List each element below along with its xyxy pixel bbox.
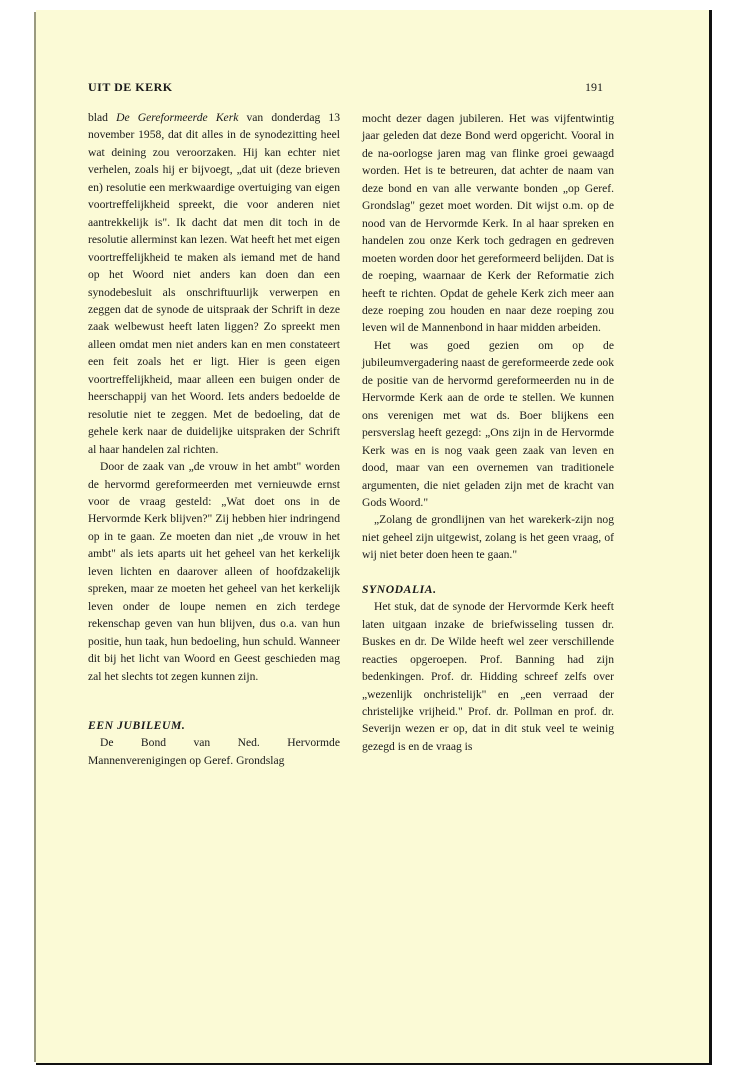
paragraph: Het was goed gezien om op de jubileumvergadering naast de gereformeerde zede ook de positie van de hervormd gereformeerden nu in de Hervormde Kerk aan de orde te stellen. We kunnen ons verenigen met wat ds. Boer blijkens een persverslag heeft gezegd: „Ons zijn in de Hervormde Kerk was en is nog vaak geen zaak van leven en dood, maar van een overnemen van traditionele argumenten, die niet geladen zijn met de kracht van Gods Woord." xyxy=(362,338,614,509)
left-column xyxy=(88,109,340,769)
paragraph: Door de zaak van „de vrouw in het ambt" worden de hervormd gereformeerden met vernieuwde ernst voor de vraag gesteld: „Wat doet ons in de Hervormde Kerk blijven?" Zij hebben hier indringend op in te gaan. Ze moeten dan niet „de vrouw in het ambt" als iets aparts uit het geheel van het kerkelijk leven lichten en daarover alleen of hoofdzakelijk spreken, maar ze moeten het geheel van het kerkelijk leven onder de loupe nemen en zich terdege rekenschap geven van hun blijven, dus o.a. van hun positie, hun taak, hun bedoeling, hun schuld. Wanneer dit bij het licht van Woord en Geest geschieden mag zal het slechts tot zegen kunnen zijn. xyxy=(88,460,340,683)
paragraph-text: van donderdag 13 november 1958, dat dit alles in de synodezitting heel wat deining zou veroorzaken. Hij kan echter niet verhelen, zoals hij er bijvoegt, „dat uit (deze brieven en) resolutie een merkwaardige overtuiging van eigen voortreffelijkheid spreekt, die voor anderen niet aantrekkelijk is". Ik dacht dat men dit toch in de resolutie allerminst kan lezen. Wat heeft het met eigen voortreffelijkheid te maken als iemand met de hand op het Woord niet anders kan doen dan een synodebesluit als onschriftuurlijk verwerpen en zeggen dat de synode de uitspraak der Schrift in deze zaak welbewust heeft laten liggen? Zo spreekt men alleen omdat men niet anders kan en men constateert een feit zoals het er ligt. Hier is geen eigen voortreffelijkheid, maar alleen een buigen onder de heerschappij van het Woord. Iets anders bedoelde de resolutie niet te zeggen. Met de bedoeling, dat de gehele kerk naar de duidelijke uitspraken der Schrift al haar handelen zal richten. xyxy=(88,111,340,456)
paragraph xyxy=(88,109,340,458)
right-column xyxy=(362,110,614,755)
paragraph-text: blad xyxy=(88,111,117,124)
spacer xyxy=(88,685,340,702)
publication-title: De Gereformeerde Kerk xyxy=(116,111,239,124)
paragraph: Het stuk, dat de synode der Hervormde Kerk heeft laten uitgaan inzake de briefwisseling tussen dr. Buskes en dr. De Wilde heeft wel zeer verschillende reacties opgeroepen. Prof. Banning had zijn bedenkingen. Prof. dr. Hidding schreef zelfs over „wezenlijk onchristelijk" en „een verraad der christelijke vrijheid." Prof. dr. Pollman en prof. dr. Severijn wezen er op, dat in dit stuk veel te weinig gezegd is en de vraag is xyxy=(362,600,614,753)
spacer xyxy=(88,702,340,717)
section-title: EEN JUBILEUM. xyxy=(88,718,186,732)
section-title: SYNODALIA. xyxy=(362,582,437,596)
quotation: „Zolang de grondlijnen van het warekerk-zijn nog niet geheel zijn uitgewist, zolang is het geen vraag, of wij niet beter doen heen te gaan." xyxy=(362,513,614,562)
paragraph: De Bond van Ned. Hervormde Mannenverenigingen op Geref. Grondslag xyxy=(88,736,340,767)
page-number: 191 xyxy=(585,80,603,94)
running-header-title: UIT DE KERK xyxy=(88,80,173,94)
spacer xyxy=(362,564,614,581)
paragraph: mocht dezer dagen jubileren. Het was vijfentwintig jaar geleden dat deze Bond werd opgericht. Vooral in de na-oorlogse jaren mag van flinke groei gewaagd worden. Het is te betreuren, dat achter de naam van deze bond en van alle verwante bonden „op Geref. Grondslag" gezet moet worden. Dit wijst o.m. op de nood van de Hervormde Kerk. In al haar spreken en handelen zou onze Kerk toch gedragen en gedreven moeten worden door het gereformeerd belijden. Dat is de roeping, waarnaar de Kerk der Reformatie zich heeft te richten. Opdat de gehele Kerk zich meer aan deze roeping zou houden en naar deze roeping zou leven wil de Mannenbond in haar midden arbeiden. xyxy=(362,112,614,335)
